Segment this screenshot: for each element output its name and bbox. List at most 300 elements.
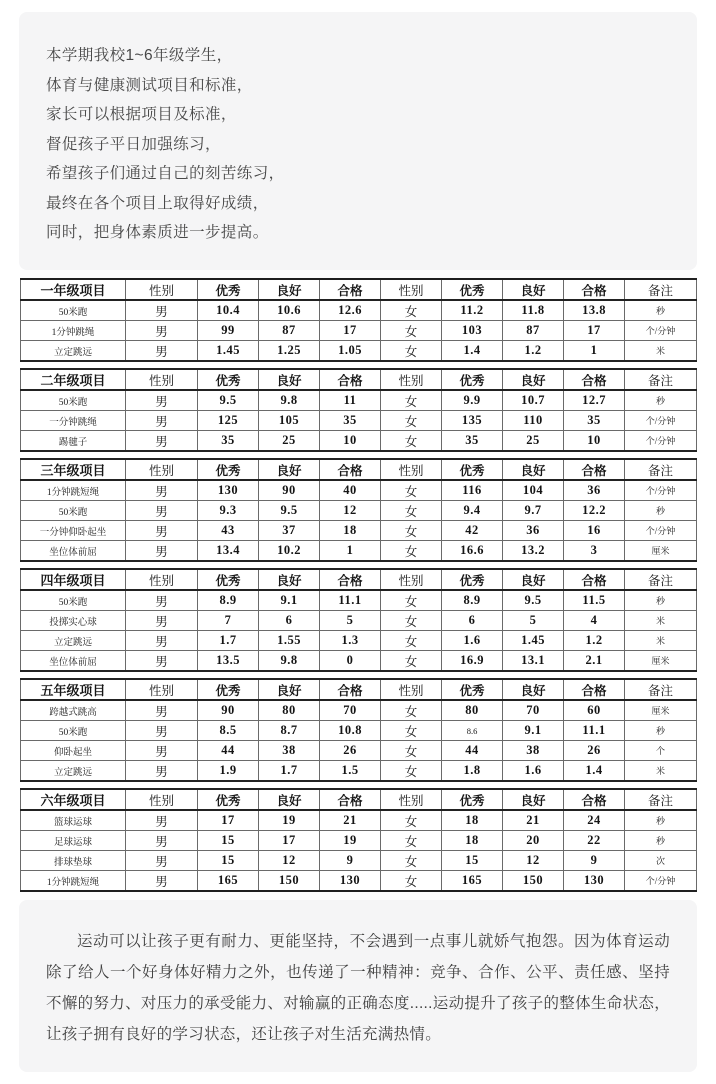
item-name-cell: 50米跑 bbox=[21, 390, 126, 411]
score-cell: 15 bbox=[442, 851, 503, 871]
score-cell: 12.2 bbox=[564, 501, 625, 521]
score-cell: 9.8 bbox=[259, 390, 320, 411]
score-cell: 1.6 bbox=[442, 631, 503, 651]
sex-cell: 男 bbox=[126, 321, 198, 341]
score-cell: 87 bbox=[503, 321, 564, 341]
intro-line: 最终在各个项目上取得好成绩， bbox=[46, 194, 269, 212]
sex-cell: 女 bbox=[381, 831, 442, 851]
score-cell: 1.2 bbox=[503, 341, 564, 362]
sex-cell: 男 bbox=[126, 810, 198, 831]
grade-table-3 bbox=[20, 458, 697, 562]
sex-cell: 女 bbox=[381, 431, 442, 452]
score-cell: 0 bbox=[320, 651, 381, 672]
sex-cell: 男 bbox=[126, 851, 198, 871]
intro-line: 督促孩子平日加强练习， bbox=[46, 135, 221, 153]
table-row bbox=[21, 871, 697, 892]
score-cell: 150 bbox=[503, 871, 564, 892]
sex-cell: 女 bbox=[381, 480, 442, 501]
sex-cell: 男 bbox=[126, 611, 198, 631]
score-cell: 1 bbox=[320, 541, 381, 562]
table-row bbox=[21, 541, 697, 562]
score-cell: 26 bbox=[564, 741, 625, 761]
sex-cell: 女 bbox=[381, 521, 442, 541]
column-header: 优秀 bbox=[442, 789, 503, 810]
unit-cell: 个/分钟 bbox=[625, 871, 697, 892]
score-cell: 8.5 bbox=[198, 721, 259, 741]
table-title: 三年级项目 bbox=[21, 459, 126, 480]
sex-cell: 女 bbox=[381, 741, 442, 761]
header-row bbox=[21, 569, 697, 590]
unit-cell: 秒 bbox=[625, 501, 697, 521]
item-name-cell: 1分钟跳绳 bbox=[21, 321, 126, 341]
score-cell: 1.25 bbox=[259, 341, 320, 362]
sex-cell: 男 bbox=[126, 871, 198, 892]
grade-table-4 bbox=[20, 568, 697, 672]
column-header: 合格 bbox=[320, 569, 381, 590]
score-cell: 1.6 bbox=[503, 761, 564, 782]
header-row bbox=[21, 279, 697, 300]
score-cell: 1.7 bbox=[198, 631, 259, 651]
column-header: 优秀 bbox=[198, 279, 259, 300]
column-header: 合格 bbox=[320, 279, 381, 300]
column-header: 优秀 bbox=[442, 679, 503, 700]
score-cell: 17 bbox=[320, 321, 381, 341]
column-header: 良好 bbox=[259, 569, 320, 590]
score-cell: 10.6 bbox=[259, 300, 320, 321]
sex-cell: 男 bbox=[126, 390, 198, 411]
item-name-cell: 50米跑 bbox=[21, 501, 126, 521]
sex-cell: 男 bbox=[126, 480, 198, 501]
column-header: 良好 bbox=[259, 459, 320, 480]
column-header: 良好 bbox=[503, 369, 564, 390]
score-cell: 11 bbox=[320, 390, 381, 411]
intro-card bbox=[19, 12, 697, 270]
column-header: 良好 bbox=[503, 789, 564, 810]
sex-cell: 女 bbox=[381, 721, 442, 741]
header-row bbox=[21, 679, 697, 700]
item-name-cell: 1分钟跳短绳 bbox=[21, 871, 126, 892]
column-header: 性别 bbox=[126, 369, 198, 390]
column-header: 备注 bbox=[625, 789, 697, 810]
score-cell: 150 bbox=[259, 871, 320, 892]
column-header: 合格 bbox=[320, 679, 381, 700]
column-header: 备注 bbox=[625, 279, 697, 300]
table-row bbox=[21, 341, 697, 362]
score-cell: 13.2 bbox=[503, 541, 564, 562]
column-header: 性别 bbox=[381, 569, 442, 590]
table-row bbox=[21, 480, 697, 501]
score-cell: 8.9 bbox=[198, 590, 259, 611]
item-name-cell: 坐位体前屈 bbox=[21, 651, 126, 672]
item-name-cell: 坐位体前屈 bbox=[21, 541, 126, 562]
unit-cell: 秒 bbox=[625, 590, 697, 611]
score-cell: 9.5 bbox=[198, 390, 259, 411]
unit-cell: 米 bbox=[625, 611, 697, 631]
column-header: 备注 bbox=[625, 369, 697, 390]
score-cell: 36 bbox=[564, 480, 625, 501]
score-cell: 90 bbox=[259, 480, 320, 501]
score-cell: 44 bbox=[198, 741, 259, 761]
score-cell: 60 bbox=[564, 700, 625, 721]
column-header: 性别 bbox=[126, 279, 198, 300]
score-cell: 105 bbox=[259, 411, 320, 431]
sex-cell: 男 bbox=[126, 341, 198, 362]
unit-cell: 秒 bbox=[625, 831, 697, 851]
sex-cell: 女 bbox=[381, 651, 442, 672]
score-cell: 110 bbox=[503, 411, 564, 431]
score-cell: 10.4 bbox=[198, 300, 259, 321]
score-cell: 11.1 bbox=[564, 721, 625, 741]
score-cell: 13.1 bbox=[503, 651, 564, 672]
score-cell: 16 bbox=[564, 521, 625, 541]
score-cell: 5 bbox=[320, 611, 381, 631]
column-header: 良好 bbox=[259, 679, 320, 700]
item-name-cell: 立定跳远 bbox=[21, 761, 126, 782]
score-cell: 70 bbox=[503, 700, 564, 721]
score-cell: 19 bbox=[320, 831, 381, 851]
sex-cell: 男 bbox=[126, 521, 198, 541]
score-cell: 38 bbox=[503, 741, 564, 761]
score-cell: 12.6 bbox=[320, 300, 381, 321]
score-cell: 99 bbox=[198, 321, 259, 341]
score-cell: 9.1 bbox=[259, 590, 320, 611]
score-cell: 25 bbox=[503, 431, 564, 452]
column-header: 优秀 bbox=[442, 569, 503, 590]
score-cell: 35 bbox=[564, 411, 625, 431]
score-cell: 9.5 bbox=[259, 501, 320, 521]
score-cell: 9 bbox=[564, 851, 625, 871]
score-cell: 1.4 bbox=[442, 341, 503, 362]
score-cell: 9.9 bbox=[442, 390, 503, 411]
column-header: 合格 bbox=[564, 789, 625, 810]
item-name-cell: 50米跑 bbox=[21, 300, 126, 321]
score-cell: 15 bbox=[198, 831, 259, 851]
score-cell: 9.7 bbox=[503, 501, 564, 521]
sex-cell: 女 bbox=[381, 851, 442, 871]
sex-cell: 女 bbox=[381, 411, 442, 431]
sex-cell: 男 bbox=[126, 831, 198, 851]
score-cell: 5 bbox=[503, 611, 564, 631]
item-name-cell: 排球垫球 bbox=[21, 851, 126, 871]
column-header: 合格 bbox=[564, 369, 625, 390]
score-cell: 9.8 bbox=[259, 651, 320, 672]
score-cell: 11.2 bbox=[442, 300, 503, 321]
score-cell: 17 bbox=[564, 321, 625, 341]
score-cell: 165 bbox=[198, 871, 259, 892]
column-header: 优秀 bbox=[198, 459, 259, 480]
unit-cell: 个/分钟 bbox=[625, 411, 697, 431]
score-cell: 6 bbox=[259, 611, 320, 631]
score-cell: 12 bbox=[259, 851, 320, 871]
column-header: 优秀 bbox=[198, 369, 259, 390]
unit-cell: 米 bbox=[625, 761, 697, 782]
column-header: 合格 bbox=[564, 279, 625, 300]
grade-table-5 bbox=[20, 678, 697, 782]
sex-cell: 女 bbox=[381, 390, 442, 411]
sex-cell: 女 bbox=[381, 871, 442, 892]
table-row bbox=[21, 721, 697, 741]
score-cell: 9.3 bbox=[198, 501, 259, 521]
score-cell: 10.7 bbox=[503, 390, 564, 411]
table-row bbox=[21, 590, 697, 611]
sex-cell: 男 bbox=[126, 431, 198, 452]
sex-cell: 男 bbox=[126, 700, 198, 721]
score-cell: 12.7 bbox=[564, 390, 625, 411]
intro-line: 同时，把身体素质进一步提高。 bbox=[46, 224, 269, 241]
score-cell: 3 bbox=[564, 541, 625, 562]
column-header: 性别 bbox=[381, 369, 442, 390]
score-cell: 1.45 bbox=[503, 631, 564, 651]
score-cell: 21 bbox=[320, 810, 381, 831]
score-cell: 130 bbox=[198, 480, 259, 501]
unit-cell: 厘米 bbox=[625, 700, 697, 721]
closing-paragraph: 运动可以让孩子更有耐力、更能坚持，不会遇到一点事儿就娇气抱怨。因为体育运动除了给人一个好身体好精力之外，也传递了一种精神：竞争、合作、公平、责任感、坚持不懈的努力、对压力的承受能力、对输赢的正确态度.....运动提升了孩子的整体生命状态，让孩子拥有良好的学习状态，还让孩子对生活充满热情。 bbox=[46, 933, 670, 1043]
score-cell: 1 bbox=[564, 341, 625, 362]
item-name-cell: 跨越式跳高 bbox=[21, 700, 126, 721]
score-cell: 13.4 bbox=[198, 541, 259, 562]
score-cell: 2.1 bbox=[564, 651, 625, 672]
grade-table-2 bbox=[20, 368, 697, 452]
unit-cell: 次 bbox=[625, 851, 697, 871]
score-cell: 17 bbox=[198, 810, 259, 831]
table-title: 六年级项目 bbox=[21, 789, 126, 810]
unit-cell: 秒 bbox=[625, 721, 697, 741]
column-header: 优秀 bbox=[198, 569, 259, 590]
sex-cell: 男 bbox=[126, 300, 198, 321]
item-name-cell: 仰卧起坐 bbox=[21, 741, 126, 761]
score-cell: 43 bbox=[198, 521, 259, 541]
table-row bbox=[21, 741, 697, 761]
table-row bbox=[21, 431, 697, 452]
column-header: 备注 bbox=[625, 679, 697, 700]
score-cell: 11.5 bbox=[564, 590, 625, 611]
score-cell: 8.7 bbox=[259, 721, 320, 741]
sex-cell: 女 bbox=[381, 700, 442, 721]
sex-cell: 女 bbox=[381, 611, 442, 631]
column-header: 性别 bbox=[126, 569, 198, 590]
score-cell: 35 bbox=[442, 431, 503, 452]
column-header: 良好 bbox=[503, 279, 564, 300]
column-header: 合格 bbox=[320, 459, 381, 480]
column-header: 合格 bbox=[564, 459, 625, 480]
sex-cell: 女 bbox=[381, 341, 442, 362]
unit-cell: 个/分钟 bbox=[625, 480, 697, 501]
table-row bbox=[21, 521, 697, 541]
column-header: 性别 bbox=[126, 679, 198, 700]
column-header: 优秀 bbox=[198, 679, 259, 700]
table-row bbox=[21, 631, 697, 651]
table-title: 一年级项目 bbox=[21, 279, 126, 300]
score-cell: 25 bbox=[259, 431, 320, 452]
score-cell: 1.4 bbox=[564, 761, 625, 782]
item-name-cell: 投掷实心球 bbox=[21, 611, 126, 631]
column-header: 良好 bbox=[259, 789, 320, 810]
score-cell: 7 bbox=[198, 611, 259, 631]
column-header: 优秀 bbox=[442, 459, 503, 480]
sex-cell: 男 bbox=[126, 631, 198, 651]
score-cell: 40 bbox=[320, 480, 381, 501]
sex-cell: 女 bbox=[381, 541, 442, 562]
score-cell: 15 bbox=[198, 851, 259, 871]
item-name-cell: 踢毽子 bbox=[21, 431, 126, 452]
score-cell: 42 bbox=[442, 521, 503, 541]
score-cell: 18 bbox=[442, 831, 503, 851]
unit-cell: 个 bbox=[625, 741, 697, 761]
column-header: 性别 bbox=[381, 679, 442, 700]
score-cell: 135 bbox=[442, 411, 503, 431]
table-title: 五年级项目 bbox=[21, 679, 126, 700]
table-row bbox=[21, 390, 697, 411]
header-row bbox=[21, 459, 697, 480]
column-header: 优秀 bbox=[442, 279, 503, 300]
score-cell: 1.9 bbox=[198, 761, 259, 782]
item-name-cell: 篮球运球 bbox=[21, 810, 126, 831]
score-cell: 1.05 bbox=[320, 341, 381, 362]
score-cell: 80 bbox=[442, 700, 503, 721]
score-cell: 1.5 bbox=[320, 761, 381, 782]
score-cell: 130 bbox=[564, 871, 625, 892]
score-cell: 16.9 bbox=[442, 651, 503, 672]
table-row bbox=[21, 851, 697, 871]
column-header: 合格 bbox=[320, 369, 381, 390]
item-name-cell: 50米跑 bbox=[21, 721, 126, 741]
intro-line: 家长可以根据项目及标准， bbox=[46, 106, 237, 123]
column-header: 合格 bbox=[564, 679, 625, 700]
unit-cell: 厘米 bbox=[625, 651, 697, 672]
grade-table-6 bbox=[20, 788, 697, 892]
item-name-cell: 足球运球 bbox=[21, 831, 126, 851]
score-cell: 11.8 bbox=[503, 300, 564, 321]
score-cell: 1.55 bbox=[259, 631, 320, 651]
column-header: 优秀 bbox=[442, 369, 503, 390]
column-header: 优秀 bbox=[198, 789, 259, 810]
item-name-cell: 一分钟跳绳 bbox=[21, 411, 126, 431]
item-name-cell: 一分钟仰卧起坐 bbox=[21, 521, 126, 541]
score-cell: 1.8 bbox=[442, 761, 503, 782]
column-header: 备注 bbox=[625, 569, 697, 590]
sex-cell: 女 bbox=[381, 631, 442, 651]
score-cell: 9.4 bbox=[442, 501, 503, 521]
table-row bbox=[21, 611, 697, 631]
score-cell: 9 bbox=[320, 851, 381, 871]
sex-cell: 男 bbox=[126, 741, 198, 761]
score-cell: 35 bbox=[320, 411, 381, 431]
score-cell: 90 bbox=[198, 700, 259, 721]
column-header: 良好 bbox=[259, 369, 320, 390]
score-cell: 13.8 bbox=[564, 300, 625, 321]
unit-cell: 个/分钟 bbox=[625, 431, 697, 452]
score-cell: 125 bbox=[198, 411, 259, 431]
column-header: 性别 bbox=[381, 789, 442, 810]
item-name-cell: 1分钟跳短绳 bbox=[21, 480, 126, 501]
column-header: 合格 bbox=[320, 789, 381, 810]
sex-cell: 男 bbox=[126, 411, 198, 431]
score-cell: 116 bbox=[442, 480, 503, 501]
score-cell: 18 bbox=[320, 521, 381, 541]
score-cell: 165 bbox=[442, 871, 503, 892]
table-row bbox=[21, 810, 697, 831]
table-row bbox=[21, 831, 697, 851]
unit-cell: 秒 bbox=[625, 390, 697, 411]
score-cell: 44 bbox=[442, 741, 503, 761]
table-row bbox=[21, 761, 697, 782]
closing-card bbox=[19, 900, 697, 1072]
score-cell: 38 bbox=[259, 741, 320, 761]
score-cell: 70 bbox=[320, 700, 381, 721]
score-cell: 10.8 bbox=[320, 721, 381, 741]
header-row bbox=[21, 789, 697, 810]
column-header: 良好 bbox=[503, 459, 564, 480]
score-cell: 37 bbox=[259, 521, 320, 541]
score-cell: 1.2 bbox=[564, 631, 625, 651]
score-cell: 21 bbox=[503, 810, 564, 831]
column-header: 性别 bbox=[381, 459, 442, 480]
sex-cell: 女 bbox=[381, 321, 442, 341]
score-cell: 8.6 bbox=[442, 721, 503, 741]
score-cell: 130 bbox=[320, 871, 381, 892]
score-cell: 1.3 bbox=[320, 631, 381, 651]
column-header: 性别 bbox=[381, 279, 442, 300]
sex-cell: 男 bbox=[126, 541, 198, 562]
score-cell: 24 bbox=[564, 810, 625, 831]
score-cell: 12 bbox=[320, 501, 381, 521]
table-row bbox=[21, 300, 697, 321]
score-cell: 4 bbox=[564, 611, 625, 631]
sex-cell: 男 bbox=[126, 651, 198, 672]
sex-cell: 女 bbox=[381, 810, 442, 831]
score-cell: 1.45 bbox=[198, 341, 259, 362]
score-cell: 9.1 bbox=[503, 721, 564, 741]
score-cell: 9.5 bbox=[503, 590, 564, 611]
score-cell: 16.6 bbox=[442, 541, 503, 562]
table-row bbox=[21, 321, 697, 341]
score-cell: 13.5 bbox=[198, 651, 259, 672]
score-cell: 19 bbox=[259, 810, 320, 831]
score-cell: 35 bbox=[198, 431, 259, 452]
unit-cell: 个/分钟 bbox=[625, 521, 697, 541]
score-cell: 10.2 bbox=[259, 541, 320, 562]
unit-cell: 个/分钟 bbox=[625, 321, 697, 341]
item-name-cell: 立定跳远 bbox=[21, 631, 126, 651]
item-name-cell: 50米跑 bbox=[21, 590, 126, 611]
sex-cell: 女 bbox=[381, 761, 442, 782]
column-header: 良好 bbox=[503, 679, 564, 700]
item-name-cell: 立定跳远 bbox=[21, 341, 126, 362]
column-header: 性别 bbox=[126, 789, 198, 810]
score-cell: 22 bbox=[564, 831, 625, 851]
sex-cell: 男 bbox=[126, 721, 198, 741]
score-cell: 6 bbox=[442, 611, 503, 631]
sex-cell: 女 bbox=[381, 501, 442, 521]
sex-cell: 男 bbox=[126, 590, 198, 611]
score-cell: 11.1 bbox=[320, 590, 381, 611]
intro-line: 体育与健康测试项目和标准， bbox=[46, 76, 253, 94]
table-row bbox=[21, 501, 697, 521]
intro-line: 本学期我校1~6年级学生， bbox=[46, 47, 233, 64]
tables-section bbox=[20, 278, 696, 892]
grade-table-1 bbox=[20, 278, 697, 362]
score-cell: 80 bbox=[259, 700, 320, 721]
sex-cell: 女 bbox=[381, 590, 442, 611]
score-cell: 36 bbox=[503, 521, 564, 541]
table-row bbox=[21, 411, 697, 431]
score-cell: 87 bbox=[259, 321, 320, 341]
sex-cell: 男 bbox=[126, 501, 198, 521]
table-title: 二年级项目 bbox=[21, 369, 126, 390]
unit-cell: 厘米 bbox=[625, 541, 697, 562]
score-cell: 10 bbox=[564, 431, 625, 452]
column-header: 良好 bbox=[259, 279, 320, 300]
